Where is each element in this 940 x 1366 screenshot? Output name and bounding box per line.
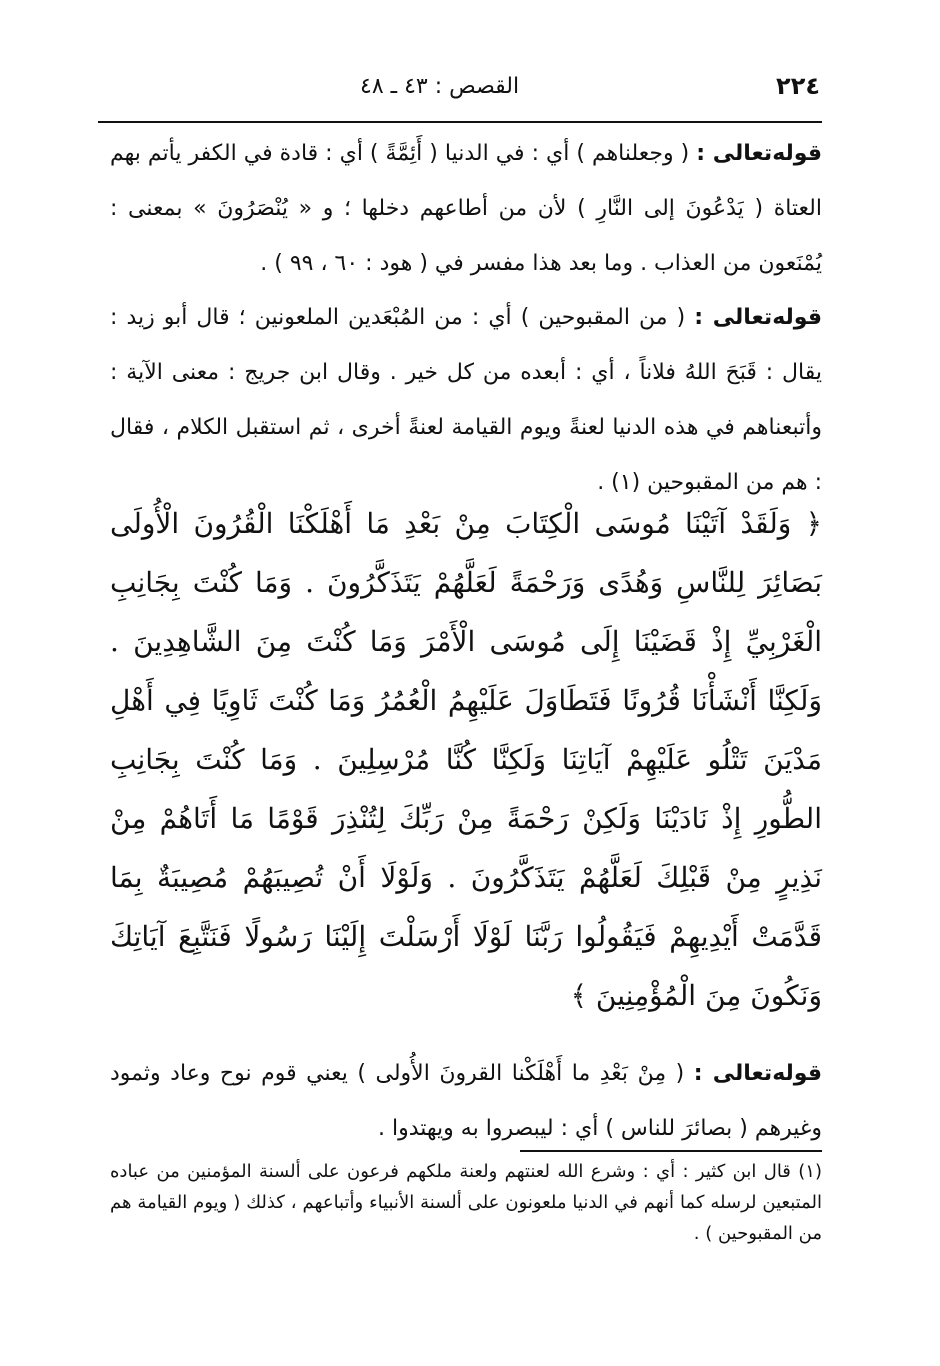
paragraph-text: ( وجعلناهم ) أي : في الدنيا ( أَئِمَّةً ) أي : قادة في الكفر يأتم بهم العتاة ( يَدْعُونَ إلى النَّارِ ) لأن من أطاعهم دخلها ؛ و « يُنْصَرُونَ » بمعنى : يُمْنَعون من العذاب . وما بعد هذا مفسر في ( هود : ٦٠ ، ٩٩ ) . xyxy=(110,141,822,276)
verse-open-bracket: ﴿ xyxy=(805,507,822,540)
commentary-paragraph-2 xyxy=(110,290,822,510)
footnote-text: (١) قال ابن كثير : أي : وشرع الله لعنتهم ولعنة ملكهم فرعون على ألسنة المؤمنين من عباده المتبعين لرسله كما أنهم في الدنيا ملعونون على ألسنة الأنبياء وأتباعهم ، كذلك ( ويوم القيامة هم من المقبوحين ) . xyxy=(110,1161,822,1244)
quran-verse-block xyxy=(110,494,822,1025)
paragraph-lead: قوله‌تعالى : xyxy=(693,1061,822,1086)
verse-close-bracket: ﴾ xyxy=(570,979,587,1012)
verse-text: وَلَقَدْ آتَيْنَا مُوسَى الْكِتَابَ مِنْ بَعْدِ مَا أَهْلَكْنَا الْقُرُونَ الْأُولَى بَصَائِرَ لِلنَّاسِ وَهُدًى وَرَحْمَةً لَعَلَّهُمْ يَتَذَكَّرُونَ . وَمَا كُنْتَ بِجَانِبِ الْغَرْبِيِّ إِذْ قَضَيْنَا إِلَى مُوسَى الْأَمْرَ وَمَا كُنْتَ مِنَ الشَّاهِدِينَ . وَلَكِنَّا أَنْشَأْنَا قُرُونًا فَتَطَاوَلَ عَلَيْهِمُ الْعُمُرُ وَمَا كُنْتَ ثَاوِيًا فِي أَهْلِ مَدْيَنَ تَتْلُو عَلَيْهِمْ آيَاتِنَا وَلَكِنَّا كُنَّا مُرْسِلِينَ . وَمَا كُنْتَ بِجَانِبِ الطُّورِ إِذْ نَادَيْنَا وَلَكِنْ رَحْمَةً مِنْ رَبِّكَ لِتُنْذِرَ قَوْمًا مَا أَتَاهُمْ مِنْ نَذِيرٍ مِنْ قَبْلِكَ لَعَلَّهُمْ يَتَذَكَّرُونَ . وَلَوْلَا أَنْ تُصِيبَهُمْ مُصِيبَةٌ بِمَا قَدَّمَتْ أَيْدِيهِمْ فَيَقُولُوا رَبَّنَا لَوْلَا أَرْسَلْتَ إِلَيْنَا رَسُولًا فَنَتَّبِعَ آيَاتِكَ وَنَكُونَ مِنَ الْمُؤْمِنِينَ xyxy=(110,507,822,1012)
running-title: القصص : ٤٣ ـ ٤٨ xyxy=(360,74,520,99)
header-rule xyxy=(98,121,822,123)
footnote-rule xyxy=(520,1150,822,1152)
footnote xyxy=(110,1156,822,1249)
page-header xyxy=(110,72,820,106)
paragraph-lead: قوله‌تعالى : xyxy=(696,141,822,166)
paragraph-lead: قوله‌تعالى : xyxy=(694,305,822,330)
commentary-paragraph-3 xyxy=(110,1046,822,1156)
commentary-paragraph-1 xyxy=(110,126,822,291)
paragraph-text: ( مِنْ بَعْدِ ما أَهْلَكْنا القرونَ الأُولى ) يعني قوم نوح وعاد وثمود وغيرهم ( بصائرَ للناس ) أي : ليبصروا به ويهتدوا . xyxy=(110,1061,822,1141)
paragraph-text: ( من المقبوحين ) أي : من المُبْعَدين الملعونين ؛ قال أبو زيد : يقال : قَبَحَ اللهُ فلاناً ، أي : أبعده من كل خير . وقال ابن جريج : معنى الآية : وأتبعناهم في هذه الدنيا لعنةً ويوم القيامة لعنةً أخرى ، ثم استقبل الكلام ، فقال : هم من المقبوحين (١) . xyxy=(110,305,822,495)
page-number: ٢٢٤ xyxy=(776,72,820,100)
